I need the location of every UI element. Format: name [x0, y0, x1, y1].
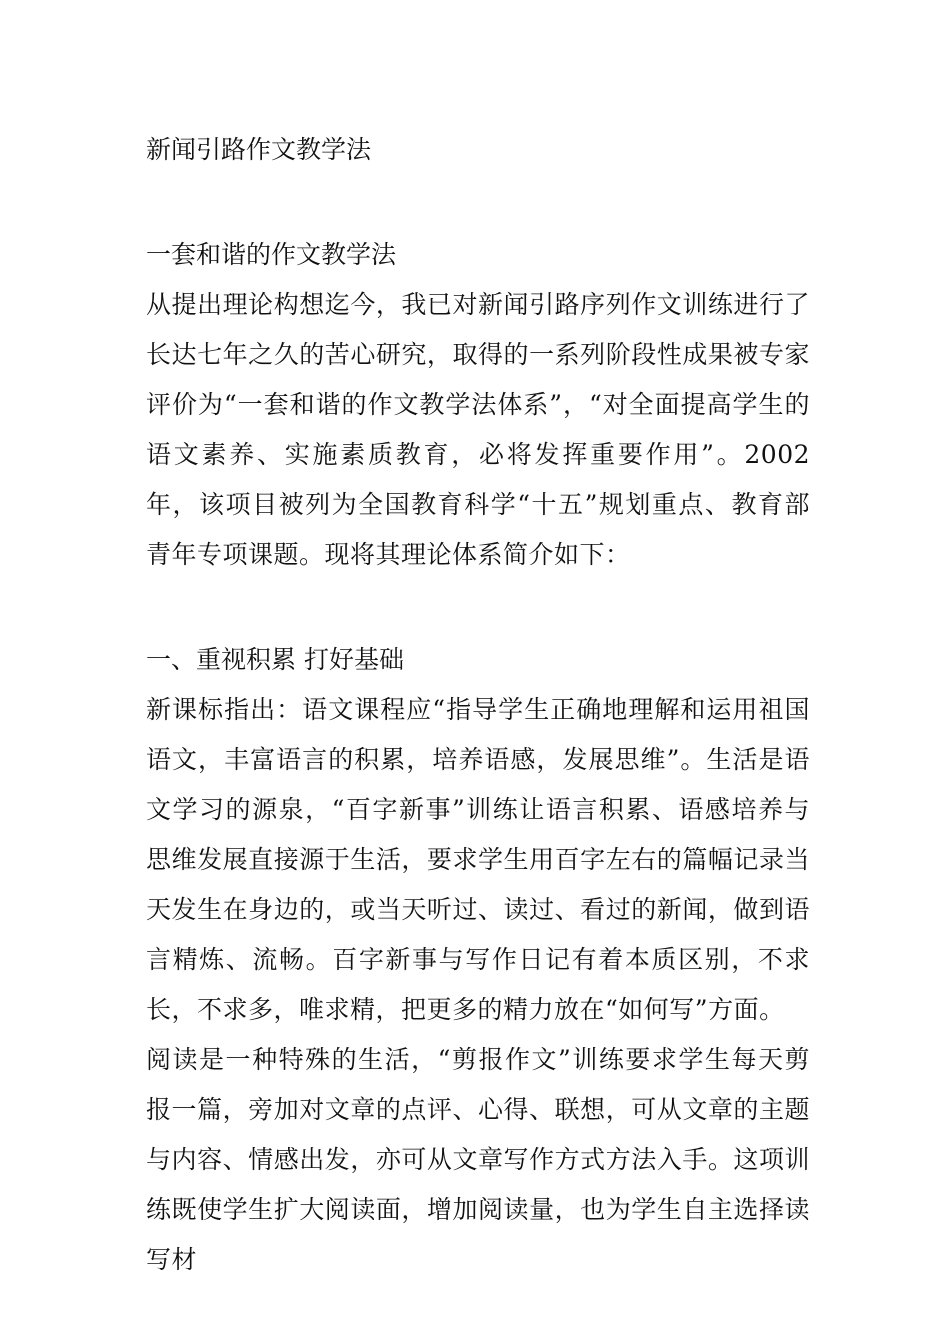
intro-paragraph: 从提出理论构想迄今，我已对新闻引路序列作文训练进行了长达七年之久的苦心研究，取得的一系列阶段性成果被专家评价为“一套和谐的作文教学法体系”，“对全面提高学生的语文素养、实施素质教育，必将发挥重要作用”。2002年，该项目被列为全国教育科学“十五”规划重点、教育部青年专项课题。现将其理论体系简介如下：	[146, 290, 810, 569]
section-paragraph: 阅读是一种特殊的生活，“剪报作文”训练要求学生每天剪报一篇，旁加对文章的点评、心得、联想，可从文章的主题与内容、情感出发，亦可从文章写作方式方法入手。这项训练既使学生扩大阅读面，增加阅读量，也为学生自主选择读写材	[146, 1045, 810, 1274]
section-paragraph: 新课标指出：语文课程应“指导学生正确地理解和运用祖国语文，丰富语言的积累，培养语感，发展思维”。生活是语文学习的源泉，“百字新事”训练让语言积累、语感培养与思维发展直接源于生活，要求学生用百字左右的篇幅记录当天发生在身边的，或当天听过、读过、看过的新闻，做到语言精炼、流畅。百字新事与写作日记有着本质区别，不求长，不求多，唯求精，把更多的精力放在“如何写”方面。	[146, 695, 810, 1024]
section-heading: 一、重视积累 打好基础	[146, 645, 404, 674]
spacer	[146, 175, 810, 230]
document-subtitle: 一套和谐的作文教学法	[146, 240, 397, 269]
document-title: 新闻引路作文教学法	[146, 135, 372, 164]
spacer	[146, 580, 810, 635]
document-body	[146, 125, 810, 1285]
